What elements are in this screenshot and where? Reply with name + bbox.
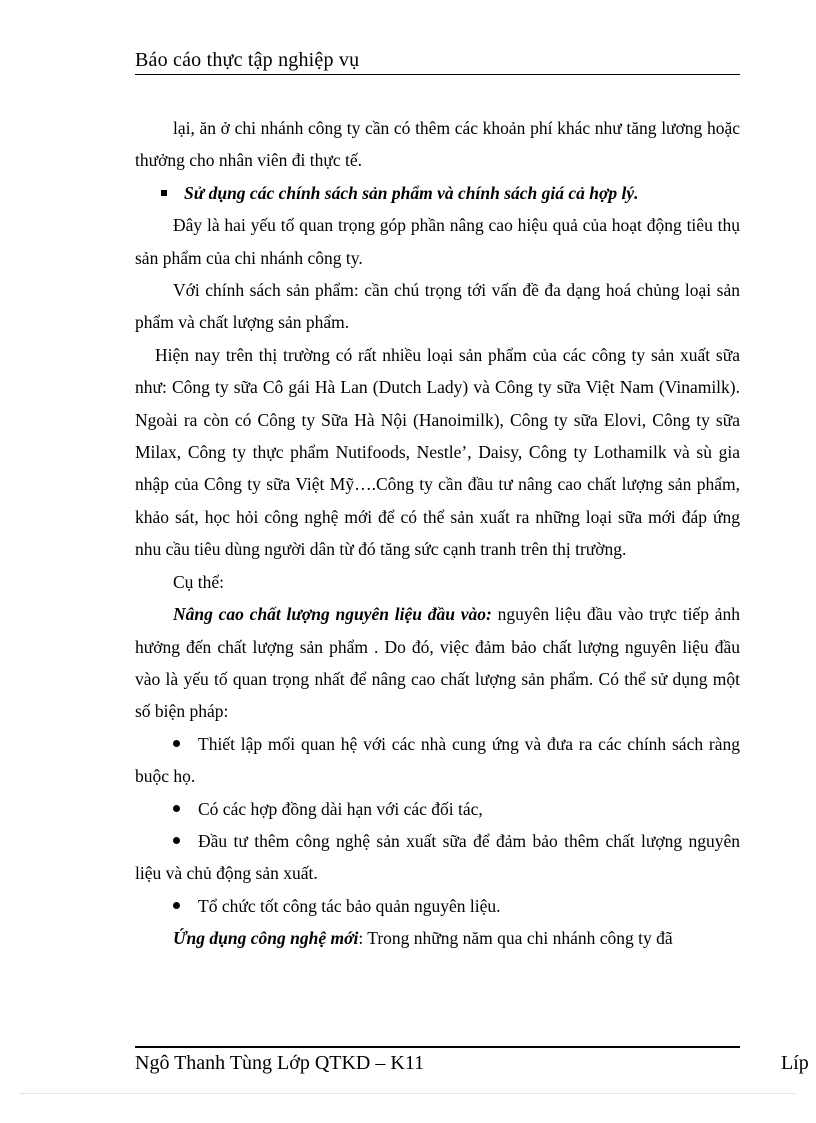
footer-divider [135, 1046, 740, 1048]
paragraph-6-heading: Nâng cao chất lượng nguyên liệu đầu vào: [173, 604, 492, 625]
paragraph-7-text: : Trong những năm qua chi nhánh công ty đã [358, 928, 673, 949]
page-header-title: Báo cáo thực tập nghiệp vụ [135, 49, 360, 71]
list-item [135, 825, 740, 890]
footer-author: Ngô Thanh Tùng Lớp QTKD – K11 [135, 1052, 425, 1074]
bullet-dot-icon [173, 805, 180, 812]
bullet-heading-text: Sử dụng các chính sách sản phẩm và chính sách giá cả hợp lý. [184, 182, 639, 203]
square-bullet-icon [161, 190, 167, 196]
list-item-text: Tổ chức tốt công tác bảo quản nguyên liệu. [198, 895, 501, 916]
paragraph-5: Cụ thể: [173, 571, 225, 592]
paragraph-7 [135, 922, 740, 954]
list-item-text: Đầu tư thêm công nghệ sản xuất sữa để đảm bảo thêm chất lượng nguyên liệu và chủ động sản xuất. [135, 830, 740, 884]
paragraph-2: Đây là hai yếu tố quan trọng góp phần nâng cao hiệu quả của hoạt động tiêu thụ sản phẩm của chi nhánh công ty. [135, 215, 740, 268]
paragraph-6 [135, 598, 740, 728]
bullet-dot-icon [173, 902, 180, 909]
list-item-text: Thiết lập mối quan hệ với các nhà cung ứng và đưa ra các chính sách ràng buộc họ. [135, 733, 740, 787]
header-divider [135, 74, 740, 75]
bullet-dot-icon [173, 740, 180, 747]
bullet-heading-item [135, 177, 740, 209]
list-item [135, 890, 740, 922]
list-item-text: Có các hợp đồng dài hạn với các đối tác, [198, 798, 483, 819]
document-body [135, 112, 740, 955]
list-item [135, 728, 740, 793]
bullet-dot-icon [173, 837, 180, 844]
page-bottom-edge [20, 1093, 796, 1094]
paragraph-7-heading: Ứng dụng công nghệ mới [173, 928, 359, 949]
paragraph-6-text: nguyên liệu đầu vào trực tiếp ảnh hưởng đến chất lượng sản phẩm . Do đó, việc đảm bảo chất lượng nguyên liệu đầu vào là yếu tố quan trọng nhất để nâng cao chất lượng sản phẩm. Có thể sử dụng một số biện pháp: [135, 604, 740, 722]
paragraph-1: lại, ăn ở chi nhánh công ty cần có thêm các khoản phí khác như tăng lương hoặc thưởng cho nhân viên đi thực tế. [135, 118, 740, 171]
list-item [135, 793, 740, 825]
footer-class-label: Líp [781, 1052, 809, 1074]
paragraph-4: Hiện nay trên thị trường có rất nhiều loại sản phẩm của các công ty sản xuất sữa như: Công ty sữa Cô gái Hà Lan (Dutch Lady) và Công ty sữa Việt Nam (Vinamilk). Ngoài ra còn có Công ty Sữa Hà Nội (Hanoimilk), Công ty sữa Elovi, Công ty sữa Milax, Công ty thực phẩm Nutifoods, Nestle’, Daisy, Công ty Lothamilk và sù gia nhập của Công ty sữa Việt Mỹ….Công ty cần đầu tư nâng cao chất lượng sản phẩm, khảo sát, học hỏi công nghệ mới để có thể sản xuất ra những loại sữa mới đáp ứng nhu cầu tiêu dùng người dân từ đó tăng sức cạnh tranh trên thị trường. [135, 344, 740, 560]
paragraph-3: Với chính sách sản phẩm: cần chú trọng tới vấn đề đa dạng hoá chủng loại sản phẩm và chất lượng sản phẩm. [135, 280, 740, 333]
